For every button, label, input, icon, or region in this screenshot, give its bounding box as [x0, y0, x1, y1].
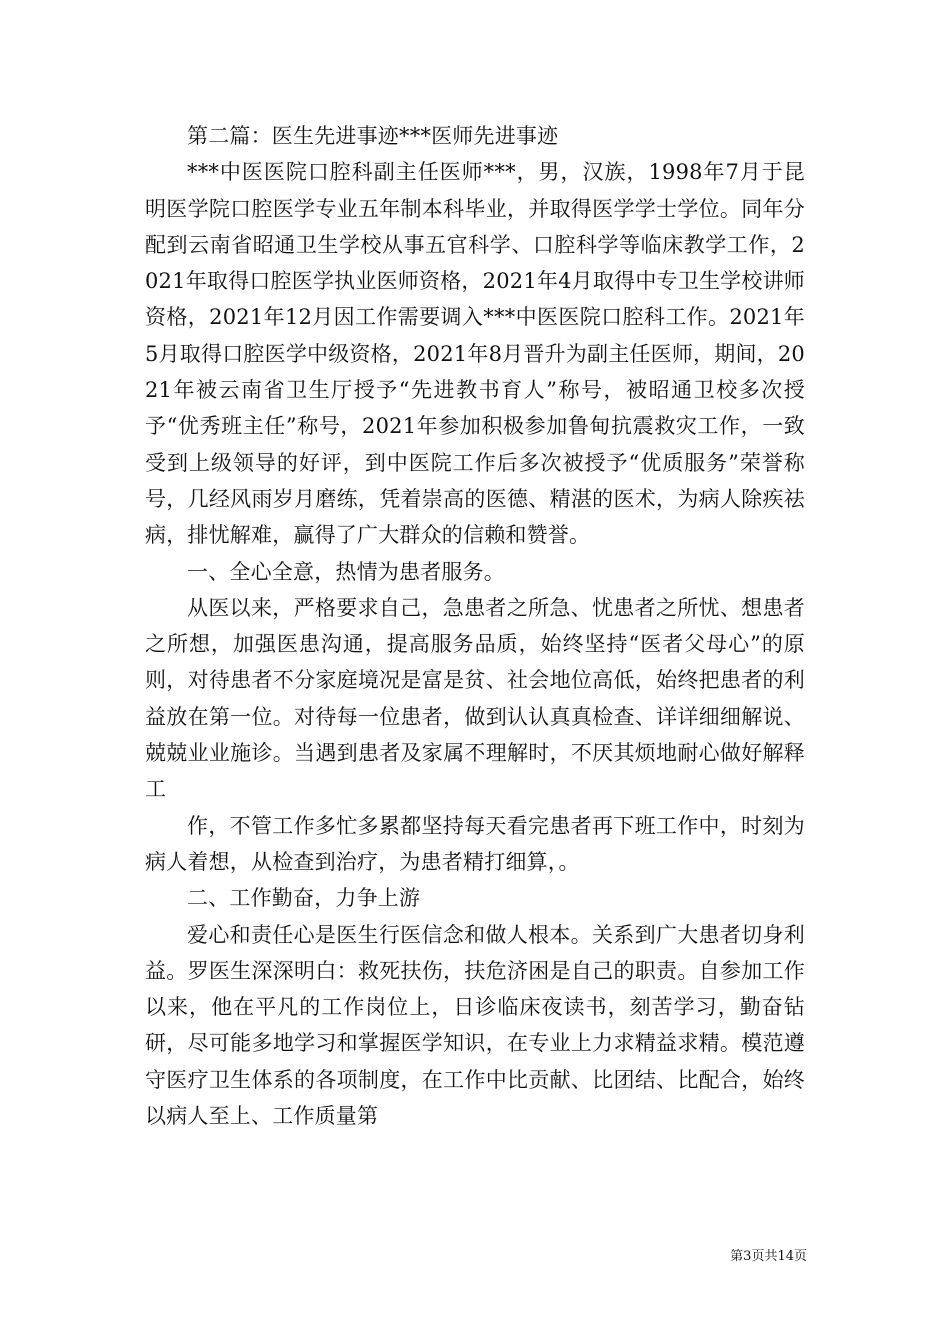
paragraph-section-1: 从医以来，严格要求自己，急患者之所急、忧患者之所忧、想患者之所想，加强医患沟通，提高服务品质，始终坚持“医者父母心”的原则，对待患者不分家庭境况是富是贫、社会地位高低，始终把患者的利益放在第一位。对待每一位患者，做到认认真真检查、详详细细解说、兢兢业业施诊。当遇到患者及家属不理解时，不厌其烦地耐心做好解释工 — [145, 595, 805, 802]
section-heading-1: 一、全心全意，热情为患者服务。 — [187, 559, 505, 584]
page-number-footer: 第3页共14页 — [730, 1249, 807, 1264]
section-heading-2: 二、工作勤奋，力争上游 — [187, 886, 421, 911]
document-body — [145, 118, 805, 1134]
document-title: 第二篇：医生先进事迹***医师先进事迹 — [187, 124, 559, 148]
paragraph-intro: ***中医医院口腔科副主任医师***，男，汉族，1998年7月于昆明医学院口腔医学专业五年制本科毕业，并取得医学学士学位。同年分配到云南省昭通卫生学校从事五官科学、口腔科学等临床教学工作，2021年取得口腔医学执业医师资格，2021年4月取得中专卫生学校讲师资格，2021年12月因工作需要调入***中医医院口腔科工作。2021年5月取得口腔医学中级资格，2021年8月晋升为副主任医师，期间，2021年被云南省卫生厅授予“先进教书育人”称号，被昭通卫校多次授予“优秀班主任”称号，2021年参加积极参加鲁甸抗震救灾工作，一致受到上级领导的好评，到中医院工作后多次被授予“优质服务”荣誉称号，几经风雨岁月磨练，凭着崇高的医德、精湛的医术，为病人除疾祛病，排忧解难，赢得了广大群众的信赖和赞誉。 — [145, 160, 805, 548]
paragraph-section-1-continued: 作，不管工作多忙多累都坚持每天看完患者再下班工作中，时刻为病人着想，从检查到治疗，为患者精打细算，。 — [145, 813, 805, 874]
paragraph-section-2: 爱心和责任心是医生行医信念和做人根本。关系到广大患者切身利益。罗医生深深明白：救死扶伤，扶危济困是自己的职责。自参加工作以来，他在平凡的工作岗位上，日诊临床夜读书，刻苦学习，勤奋钻研，尽可能多地学习和掌握医学知识，在专业上力求精益求精。模范遵守医疗卫生体系的各项制度，在工作中比贡献、比团结、比配合，始终以病人至上、工作质量第 — [145, 922, 805, 1129]
